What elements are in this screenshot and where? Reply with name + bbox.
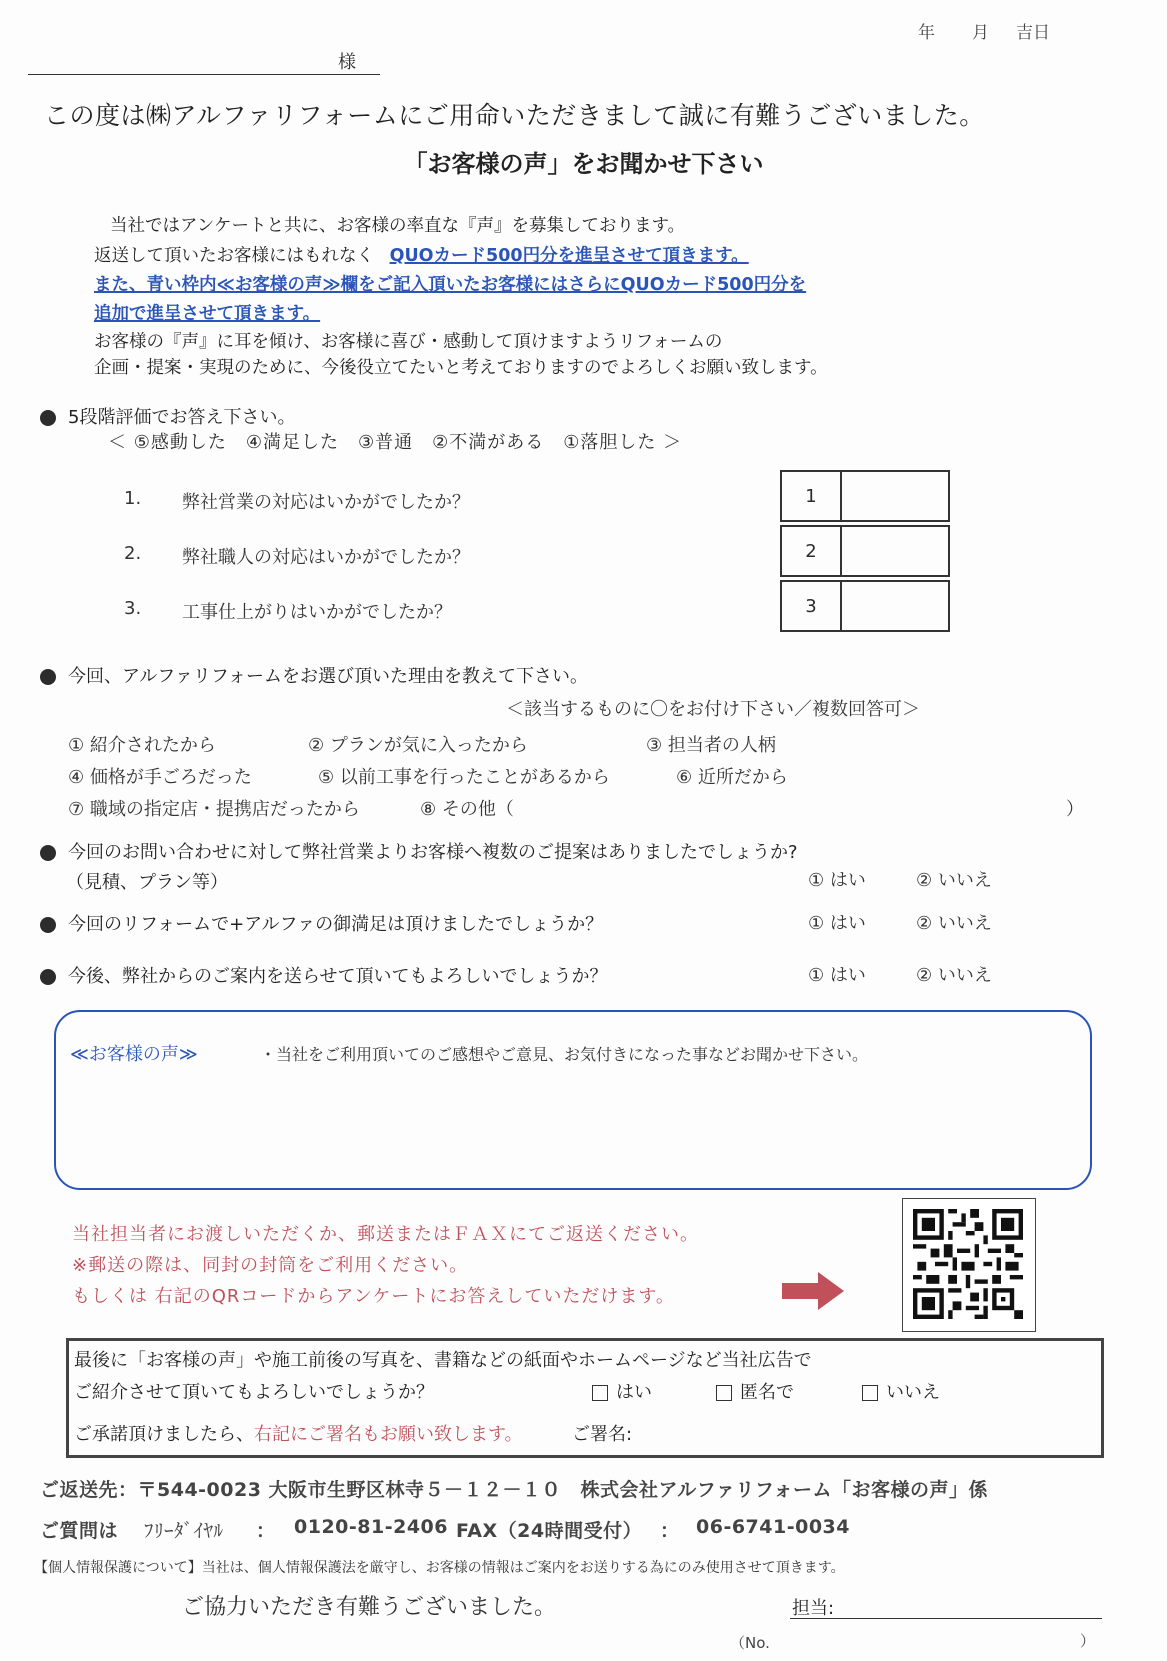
reason-option-2[interactable]: ② プランが気に入ったから — [308, 735, 528, 756]
reason-note: ＜該当するものに〇をお付け下さい／複数回答可＞ — [506, 699, 920, 720]
return-address: ご返送先：〒544-0023 大阪市生野区林寺５－１２－１０ 株式会社アルファリフォーム「お客様の声」係 — [40, 1479, 988, 1501]
intro-line-2a: 返送して頂いたお客様にはもれなく — [94, 246, 374, 266]
question-1-sub: （見積、プラン等） — [66, 872, 228, 893]
rating-box-1-answer[interactable] — [842, 472, 948, 520]
question-2-yes[interactable]: ① はい — [808, 913, 866, 934]
return-line-3: もしくは 右記のQRコードからアンケートにお答えしていただけます。 — [72, 1286, 675, 1307]
bullet-icon — [40, 410, 56, 426]
question-2-no[interactable]: ② いいえ — [916, 913, 992, 934]
honorific: 様 — [338, 52, 356, 73]
rating-box-1-label: 1 — [782, 472, 842, 520]
staff-label: 担当: — [792, 1598, 835, 1619]
consent-option-no[interactable]: いいえ — [862, 1378, 940, 1404]
reason-option-5[interactable]: ⑤ 以前工事を行ったことがあるから — [318, 767, 610, 788]
signature-label: ご署名: — [572, 1424, 633, 1445]
reason-option-7[interactable]: ⑦ 職域の指定店・提携店だったから — [68, 799, 360, 820]
intro-line-3: また、青い枠内≪お客様の声≫欄をご記入頂いたお客様にはさらにQUOカード500円分を — [94, 275, 807, 295]
thanks-message: ご協力いただき有難うございました。 — [182, 1595, 557, 1620]
question-3-yes[interactable]: ① はい — [808, 965, 866, 986]
reason-title: 今回、アルファリフォームをお選び頂いた理由を教えて下さい。 — [40, 662, 588, 688]
date-year: 年 — [918, 23, 935, 43]
customer-voice-box[interactable] — [54, 1010, 1092, 1190]
date-month: 月 — [972, 23, 989, 43]
intro-line-6: 企画・提案・実現のために、今後役立てたいと考えておりますのでよろしくお願い致します。 — [94, 358, 828, 378]
bullet-icon — [40, 669, 56, 685]
checkbox-icon[interactable] — [716, 1385, 732, 1401]
consent-option-anonymous[interactable]: 匿名で — [716, 1378, 794, 1404]
arrow-right-icon — [782, 1272, 844, 1310]
rating-box-3[interactable] — [780, 580, 950, 632]
voice-description: ・当社をご利用頂いてのご感想やご意見、お気付きになった事などお聞かせ下さい。 — [260, 1045, 869, 1064]
subhead: 「お客様の声」をお聞かせ下さい — [403, 150, 764, 178]
bullet-icon — [40, 969, 56, 985]
qr-code-icon — [913, 1209, 1023, 1319]
reason-option-8-close: ） — [1066, 799, 1084, 820]
rating-box-2[interactable] — [780, 525, 950, 577]
number-close: ） — [1080, 1632, 1096, 1650]
reason-option-8[interactable]: ⑧ その他（ — [420, 799, 514, 820]
reason-option-3[interactable]: ③ 担当者の人柄 — [646, 735, 776, 756]
fax-separator: ： — [660, 1520, 680, 1542]
rating-box-3-label: 3 — [782, 582, 842, 630]
headline: この度は㈱アルファリフォームにご用命いただきまして誠に有難うございました。 — [44, 101, 985, 130]
intro-line-2b: QUOカード500円分を進呈させて頂きます。 — [389, 246, 749, 266]
question-3-no[interactable]: ② いいえ — [916, 965, 992, 986]
rating-item-3-number: 3. — [124, 598, 142, 619]
number-open: （No. — [730, 1634, 770, 1652]
voice-title: ≪お客様の声≫ — [70, 1044, 198, 1065]
bullet-icon — [40, 845, 56, 861]
intro-line-5: お客様の『声』に耳を傾け、お客様に喜び・感動して頂けますようリフォームの — [94, 332, 723, 352]
rating-box-2-answer[interactable] — [842, 527, 948, 575]
reason-option-4[interactable]: ④ 価格が手ごろだった — [68, 767, 252, 788]
return-line-1: 当社担当者にお渡しいただくか、郵送またはＦＡＸにてご返送ください。 — [72, 1224, 699, 1245]
rating-item-1-number: 1. — [124, 488, 142, 509]
question-1-no[interactable]: ② いいえ — [916, 870, 992, 891]
question-3: 今後、弊社からのご案内を送らせて頂いてもよろしいでしょうか？ — [40, 962, 607, 988]
fax-number: 06-6741-0034 — [696, 1516, 850, 1538]
intro-line-4: 追加で進呈させて頂きます。 — [94, 304, 321, 324]
question-1: 今回のお問い合わせに対して弊社営業よりお客様へ複数のご提案はありましたでしょうか? — [40, 838, 798, 864]
consent-line-1: 最後に「お客様の声」や施工前後の写真を、書籍などの紙面やホームページなど当社広告で — [74, 1350, 812, 1371]
reason-option-1[interactable]: ① 紹介されたから — [68, 735, 216, 756]
consent-option-yes[interactable]: はい — [592, 1378, 652, 1404]
phone-label: ご質問は — [40, 1520, 119, 1542]
checkbox-icon[interactable] — [862, 1385, 878, 1401]
rating-scale: ＜ ⑤感動した ④満足した ③普通 ②不満がある ①落胆した ＞ — [108, 432, 683, 453]
rating-box-2-label: 2 — [782, 527, 842, 575]
consent-line-2: ご紹介させて頂いてもよろしいでしょうか？ — [74, 1382, 434, 1403]
rating-item-1-text: 弊社営業の対応はいかがでしたか？ — [182, 492, 470, 513]
rating-item-2-number: 2. — [124, 543, 142, 564]
name-line[interactable] — [28, 74, 380, 75]
qr-code[interactable] — [902, 1198, 1036, 1332]
phone-type: ﾌﾘｰﾀﾞｲﾔﾙ — [144, 1520, 224, 1542]
signature-field[interactable] — [650, 1412, 1090, 1446]
rating-box-1[interactable] — [780, 470, 950, 522]
rating-box-3-answer[interactable] — [842, 582, 948, 630]
fax-label: FAX（24時間受付） — [456, 1520, 643, 1542]
reason-option-6[interactable]: ⑥ 近所だから — [676, 767, 788, 788]
rating-item-2-text: 弊社職人の対応はいかがでしたか？ — [182, 547, 470, 568]
question-1-yes[interactable]: ① はい — [808, 870, 866, 891]
rating-item-3-text: 工事仕上がりはいかがでしたか？ — [182, 602, 452, 623]
intro-line-2 — [94, 242, 749, 267]
date-day: 吉日 — [1016, 23, 1050, 43]
rating-title: 5段階評価でお答え下さい。 — [40, 403, 295, 429]
phone-separator: ： — [256, 1520, 276, 1542]
checkbox-icon[interactable] — [592, 1385, 608, 1401]
consent-line-3: ご承諾頂けましたら、右記にご署名もお願い致します。 — [74, 1424, 523, 1445]
bullet-icon — [40, 917, 56, 933]
phone-number: 0120-81-2406 — [294, 1516, 448, 1538]
staff-line[interactable] — [790, 1618, 1102, 1619]
question-2: 今回のリフォームで+アルファの御満足は頂けましたでしょうか？ — [40, 910, 603, 936]
privacy-notice: 【個人情報保護について】当社は、個人情報保護法を厳守し、お客様の情報はご案内をお送りする為にのみ使用させて頂きます。 — [34, 1560, 845, 1576]
intro-line-1: 当社ではアンケートと共に、お客様の率直な『声』を募集しております。 — [110, 216, 686, 236]
return-line-2: ※郵送の際は、同封の封筒をご利用ください。 — [72, 1255, 469, 1276]
